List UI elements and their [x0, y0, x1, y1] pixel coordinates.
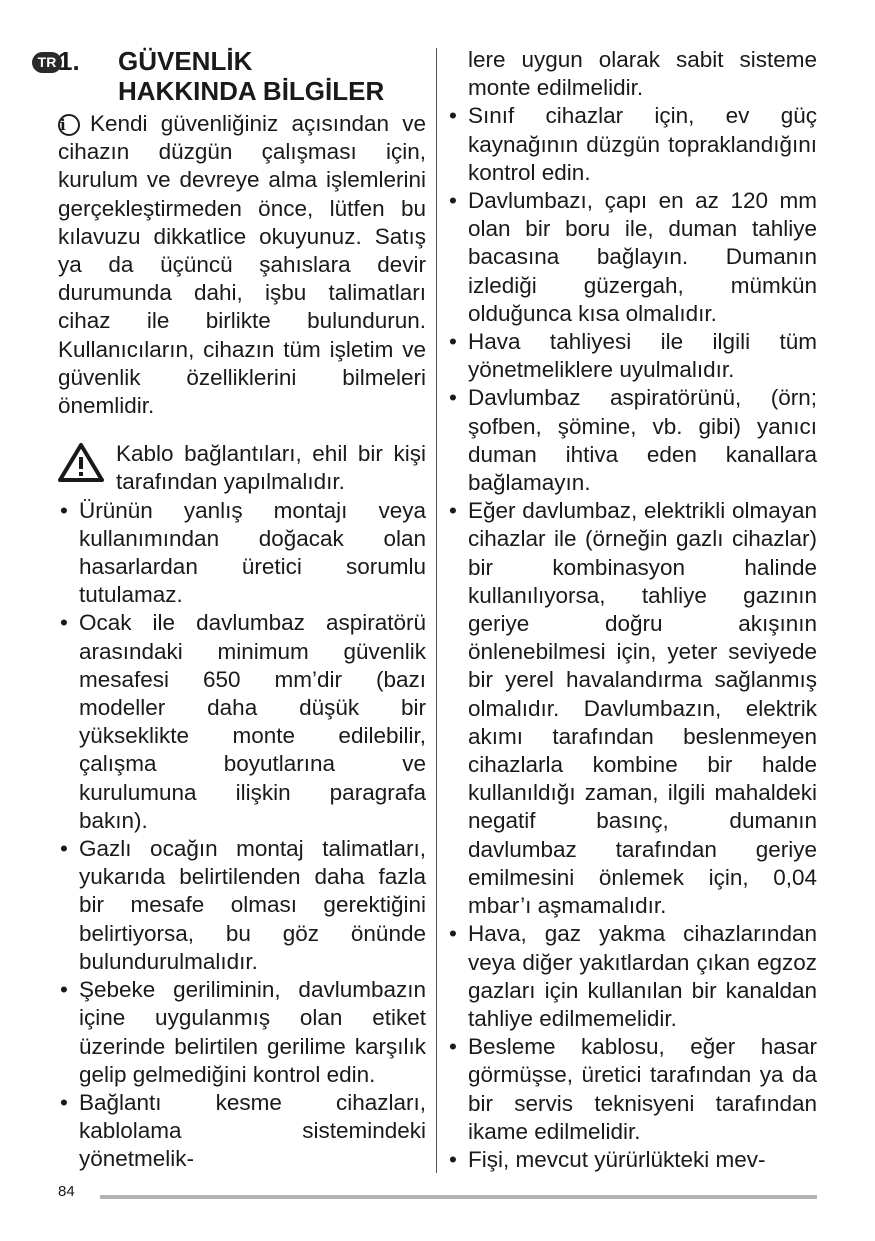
left-column: [37, 46, 426, 1174]
list-item: • Ocak ile davlumbaz aspiratörü arasındaki minimum güvenlik mesafesi 650 mm’dir (bazı modeller daha düşük bir yükseklikte monte edilebilir, çalışma boyutlarına ve kurulumuna ilişkin paragrafa bakın).: [58, 609, 426, 835]
list-item: • Davlumbaz aspiratörünü, (örn; şofben, şömine, vb. gibi) yanıcı duman ihtiva eden kanallara bağlamayın.: [447, 384, 817, 497]
list-item: • Hava, gaz yakma cihazlarından veya diğer yakıtlardan çıkan egzoz gazları için kullanılan bir kanaldan tahliye edilmemelidir.: [447, 920, 817, 1033]
section-number: 1.: [58, 46, 80, 76]
right-bullet-list: [447, 102, 817, 1174]
language-badge: TR: [32, 52, 62, 73]
heading-line-2: HAKKINDA BİLGİLER: [118, 76, 385, 106]
list-item: • Besleme kablosu, eğer hasar görmüşse, üretici tarafından ya da bir servis teknisyeni tarafından ikame edilmelidir.: [447, 1033, 817, 1146]
list-item: • Fişi, mevcut yürürlükteki mev-: [447, 1146, 817, 1174]
list-item: • Gazlı ocağın montaj talimatları, yukarıda belirtilenden daha fazla bir mesafe olması gerektiğini belirtiyorsa, bu göz önünde bulundurulmalıdır.: [58, 835, 426, 976]
warning-text: Kablo bağlantıları, ehil bir kişi tarafından yapılmalıdır.: [116, 441, 426, 495]
heading-line-1: GÜVENLİK: [118, 46, 253, 76]
page-number: 84: [58, 1183, 75, 1200]
footer-rule: [100, 1195, 817, 1199]
right-column: [447, 46, 817, 1174]
section-heading: [37, 46, 426, 106]
list-item: • Ürünün yanlış montajı veya kullanımından doğacak olan hasarlardan üretici sorumlu tutulamaz.: [58, 497, 426, 610]
list-item: • Davlumbazı, çapı en az 120 mm olan bir boru ile, duman tahliye bacasına bağlayın. Dumanın izlediği güzergah, mümkün olduğunca kısa olmalıdır.: [447, 187, 817, 328]
list-item: • Şebeke geriliminin, davlumbazın içine uygulanmış olan etiket üzerinde belirtilen gerilime karşılık gelip gelmediğini kontrol edin.: [58, 976, 426, 1089]
warning-note: [58, 440, 426, 496]
column-divider: [436, 48, 437, 1173]
continued-text: lere uygun olarak sabit sisteme monte edilmelidir.: [468, 47, 817, 101]
warning-triangle-icon: [58, 442, 104, 482]
left-bullet-list: [58, 497, 426, 1174]
list-item: • Bağlantı kesme cihazları, kablolama sistemindeki yönetmelik-: [58, 1089, 426, 1174]
list-item: • Hava tahliyesi ile ilgili tüm yönetmeliklere uyulmalıdır.: [447, 328, 817, 384]
info-icon: i: [58, 114, 80, 136]
list-item: • Eğer davlumbaz, elektrikli olmayan cihazlar ile (örneğin gazlı cihazlar) bir kombinasyon halinde kullanılıyorsa, tahliye gazının geriye doğru akışının önlenebilmesi için, yeter seviyede bir yerel havalandırma sağlanmış olmalıdır. Davlumbazın, elektrik akımı tarafından beslenmeyen cihazlarla kombine bir halde kullanıldığı zaman, ilgili mahaldeki negatif basınç, dumanın davlumbaz tarafından geriye emilmesini önlemek için, 0,04 mbar’ı aşmamalıdır.: [447, 497, 817, 920]
intro-paragraph: [58, 110, 426, 420]
list-item: • Sınıf cihazlar için, ev güç kaynağının düzgün topraklandığını kontrol edin.: [447, 102, 817, 187]
intro-text: Kendi güvenliğiniz açısından ve cihazın düzgün çalışması için, kurulum ve devreye alma işlemlerini gerçekleştirmeden önce, lütfen bu kılavuzu dikkatlice okuyunuz. Satış ya da üçüncü şahıslara devir durumunda dahi, işbu talimatları cihaz ile birlikte bulundurun. Kullanıcıların, cihazın tüm işletim ve güvenlik özelliklerini bilmeleri önemlidir.: [58, 111, 426, 419]
